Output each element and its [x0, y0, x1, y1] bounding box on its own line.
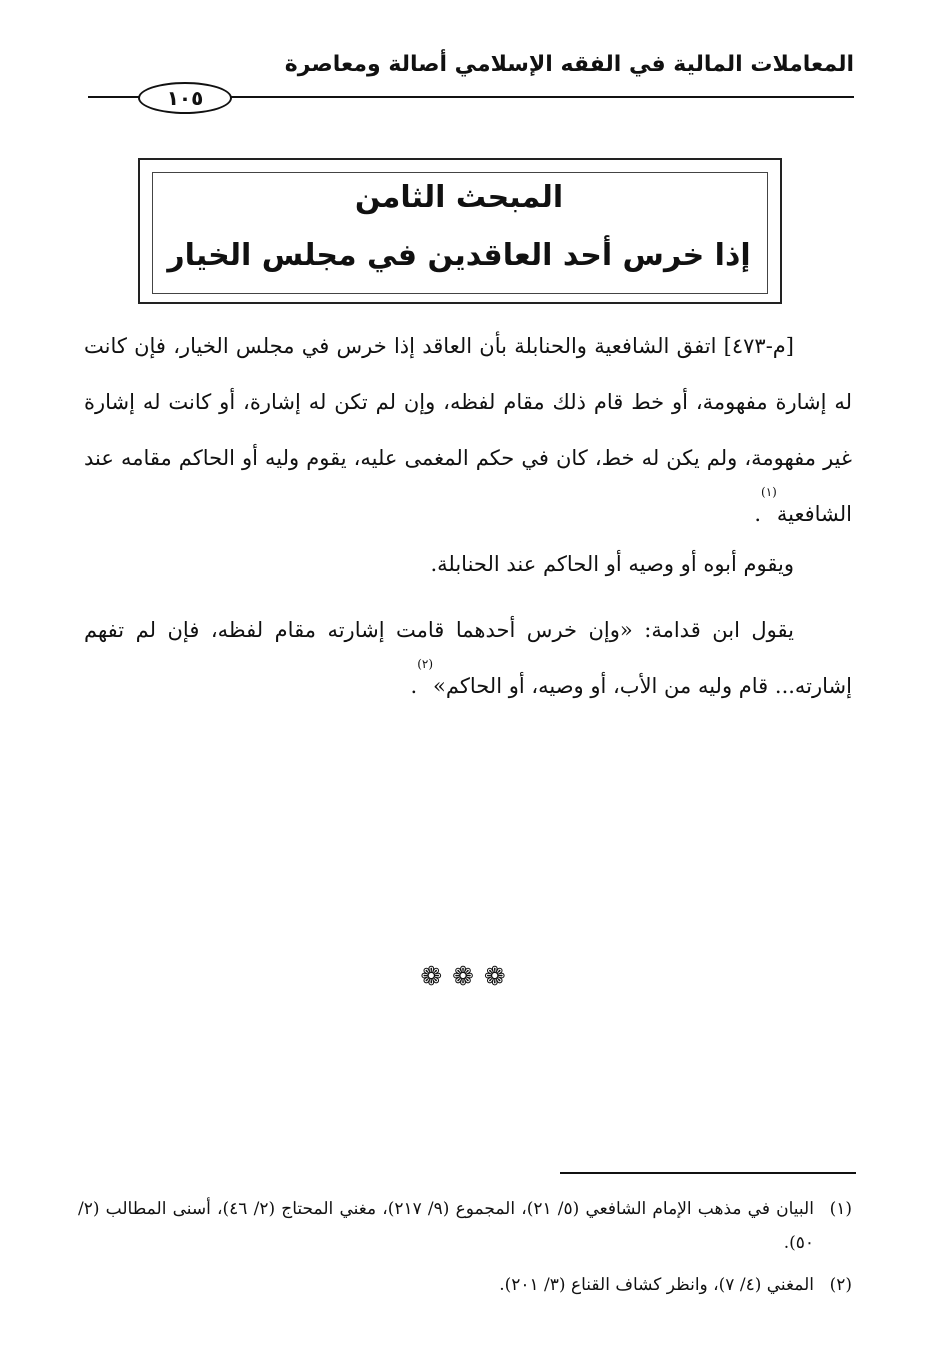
paragraph-2-text: ويقوم أبوه أو وصيه أو الحاكم عند الحنابلة.	[430, 552, 794, 576]
paragraph-1-text: [م-٤٧٣] اتفق الشافعية والحنابلة بأن العاقد إذا خرس في مجلس الخيار، فإن كانت له إشارة مفهومة، أو خط قام ذلك مقام لفظه، وإن لم تكن له إشارة، أو كانت له إشارة غير مفهومة، ولم يكن له خط، كان في حكم المغمى عليه، يقوم وليه أو الحاكم مقامه عند الشافعية	[84, 334, 852, 526]
footnote-text: المغني (٤/ ٧)، وانظر كشاف القناع (٣/ ٢٠١).	[499, 1275, 814, 1295]
footnote-ref-2: (٢)	[417, 657, 434, 671]
paragraph-2	[84, 536, 852, 592]
running-header-title: المعاملات المالية في الفقه الإسلامي أصالة ومعاصرة	[284, 52, 854, 77]
page-number: ١٠٥	[138, 82, 232, 114]
footnote-number: (٢)	[829, 1275, 852, 1295]
paragraph-1-end: .	[754, 502, 762, 526]
footnote-text: البيان في مذهب الإمام الشافعي (٥/ ٢١)، المجموع (٩/ ٢١٧)، مغني المحتاج (٢/ ٤٦)، أسنى المطالب (٢/ ٥٠).	[78, 1199, 814, 1253]
paragraph-3	[84, 602, 852, 714]
footnote-separator	[560, 1172, 856, 1174]
footnote-1	[78, 1192, 852, 1260]
footnote-ref-1: (١)	[761, 485, 777, 499]
paragraph-1	[84, 318, 852, 542]
section-end-ornament-icon: ❁❁❁	[420, 962, 516, 992]
paragraph-3-end: .	[410, 674, 418, 698]
paragraph-3-text: يقول ابن قدامة: «وإن خرس أحدهما قامت إشارته مقام لفظه، فإن لم تفهم إشارته... قام وليه من الأب، أو وصيه، أو الحاكم»	[84, 618, 852, 698]
footnote-2	[78, 1268, 852, 1302]
section-heading: المبحث الثامن	[354, 180, 564, 215]
footnotes	[78, 1192, 852, 1310]
footnote-number: (١)	[829, 1199, 852, 1219]
section-subheading: إذا خرس أحد العاقدين في مجلس الخيار	[167, 238, 751, 273]
